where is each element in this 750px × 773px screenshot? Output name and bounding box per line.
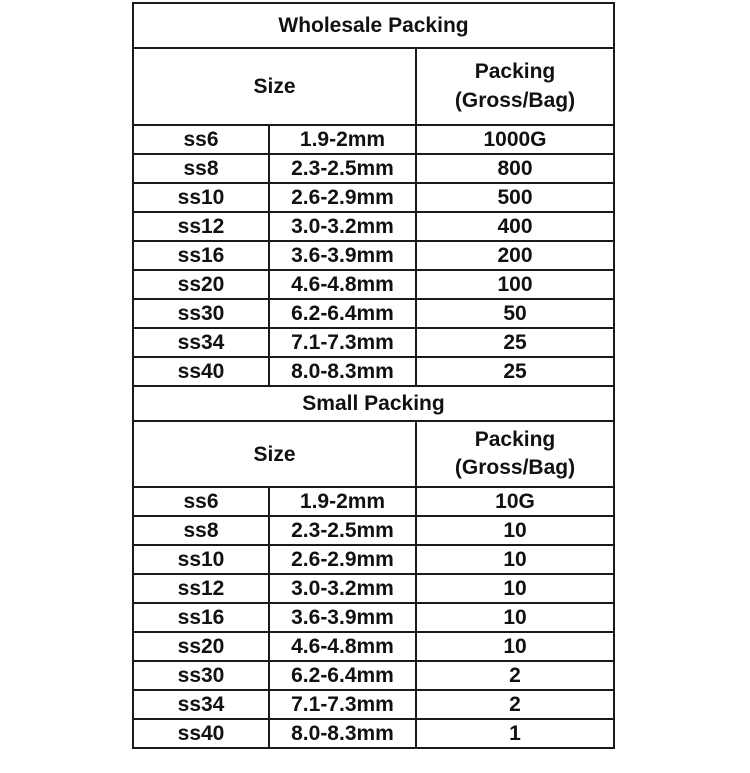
packing-cell: 10 (416, 574, 614, 603)
packing-cell: 10 (416, 603, 614, 632)
small-header-row (133, 421, 614, 487)
table-row (133, 357, 614, 386)
ss-size-cell: ss30 (133, 299, 269, 328)
mm-size-cell: 2.3-2.5mm (269, 154, 416, 183)
packing-cell: 500 (416, 183, 614, 212)
packing-cell: 10 (416, 632, 614, 661)
ss-size-cell: ss40 (133, 357, 269, 386)
ss-size-cell: ss8 (133, 154, 269, 183)
ss-size-cell: ss40 (133, 719, 269, 748)
packing-header-line1: Packing (474, 427, 556, 451)
packing-cell: 400 (416, 212, 614, 241)
table-row (133, 487, 614, 516)
ss-size-cell: ss6 (133, 487, 269, 516)
table-row (133, 154, 614, 183)
small-size-header: Size (133, 421, 416, 487)
mm-size-cell: 8.0-8.3mm (269, 719, 416, 748)
wholesale-title: Wholesale Packing (133, 3, 614, 48)
wholesale-size-header: Size (133, 48, 416, 125)
wholesale-title-row (133, 3, 614, 48)
packing-cell: 800 (416, 154, 614, 183)
small-title: Small Packing (133, 386, 614, 421)
ss-size-cell: ss6 (133, 125, 269, 154)
ss-size-cell: ss8 (133, 516, 269, 545)
packing-cell: 10 (416, 516, 614, 545)
table-row (133, 545, 614, 574)
table-row (133, 603, 614, 632)
ss-size-cell: ss34 (133, 328, 269, 357)
ss-size-cell: ss20 (133, 270, 269, 299)
ss-size-cell: ss16 (133, 603, 269, 632)
table-row (133, 270, 614, 299)
ss-size-cell: ss16 (133, 241, 269, 270)
packing-cell: 10G (416, 487, 614, 516)
table-row (133, 299, 614, 328)
mm-size-cell: 1.9-2mm (269, 125, 416, 154)
table-row (133, 632, 614, 661)
packing-cell: 2 (416, 690, 614, 719)
wholesale-packing-header (416, 48, 614, 125)
ss-size-cell: ss12 (133, 212, 269, 241)
ss-size-cell: ss20 (133, 632, 269, 661)
table-row (133, 125, 614, 154)
mm-size-cell: 3.0-3.2mm (269, 212, 416, 241)
table-row (133, 661, 614, 690)
packing-cell: 200 (416, 241, 614, 270)
packing-table (132, 2, 615, 749)
packing-cell: 25 (416, 328, 614, 357)
wholesale-header-row (133, 48, 614, 125)
mm-size-cell: 3.6-3.9mm (269, 603, 416, 632)
mm-size-cell: 3.0-3.2mm (269, 574, 416, 603)
packing-cell: 1 (416, 719, 614, 748)
packing-cell: 10 (416, 545, 614, 574)
mm-size-cell: 1.9-2mm (269, 487, 416, 516)
mm-size-cell: 7.1-7.3mm (269, 328, 416, 357)
table-row (133, 574, 614, 603)
small-packing-header (416, 421, 614, 487)
small-title-row (133, 386, 614, 421)
packing-header-line1: Packing (474, 60, 556, 84)
table-row (133, 241, 614, 270)
packing-cell: 2 (416, 661, 614, 690)
ss-size-cell: ss30 (133, 661, 269, 690)
mm-size-cell: 4.6-4.8mm (269, 270, 416, 299)
table-row (133, 212, 614, 241)
packing-header-line2: (Gross/Bag) (454, 456, 576, 479)
packing-cell: 50 (416, 299, 614, 328)
table-row (133, 690, 614, 719)
packing-cell: 100 (416, 270, 614, 299)
mm-size-cell: 6.2-6.4mm (269, 299, 416, 328)
mm-size-cell: 6.2-6.4mm (269, 661, 416, 690)
mm-size-cell: 4.6-4.8mm (269, 632, 416, 661)
mm-size-cell: 8.0-8.3mm (269, 357, 416, 386)
mm-size-cell: 2.3-2.5mm (269, 516, 416, 545)
mm-size-cell: 2.6-2.9mm (269, 183, 416, 212)
mm-size-cell: 7.1-7.3mm (269, 690, 416, 719)
ss-size-cell: ss12 (133, 574, 269, 603)
packing-table-body (133, 3, 614, 748)
table-row (133, 719, 614, 748)
ss-size-cell: ss10 (133, 183, 269, 212)
packing-cell: 1000G (416, 125, 614, 154)
mm-size-cell: 3.6-3.9mm (269, 241, 416, 270)
packing-header-line2: (Gross/Bag) (454, 88, 576, 112)
table-row (133, 183, 614, 212)
mm-size-cell: 2.6-2.9mm (269, 545, 416, 574)
packing-cell: 25 (416, 357, 614, 386)
ss-size-cell: ss34 (133, 690, 269, 719)
table-row (133, 328, 614, 357)
ss-size-cell: ss10 (133, 545, 269, 574)
table-row (133, 516, 614, 545)
